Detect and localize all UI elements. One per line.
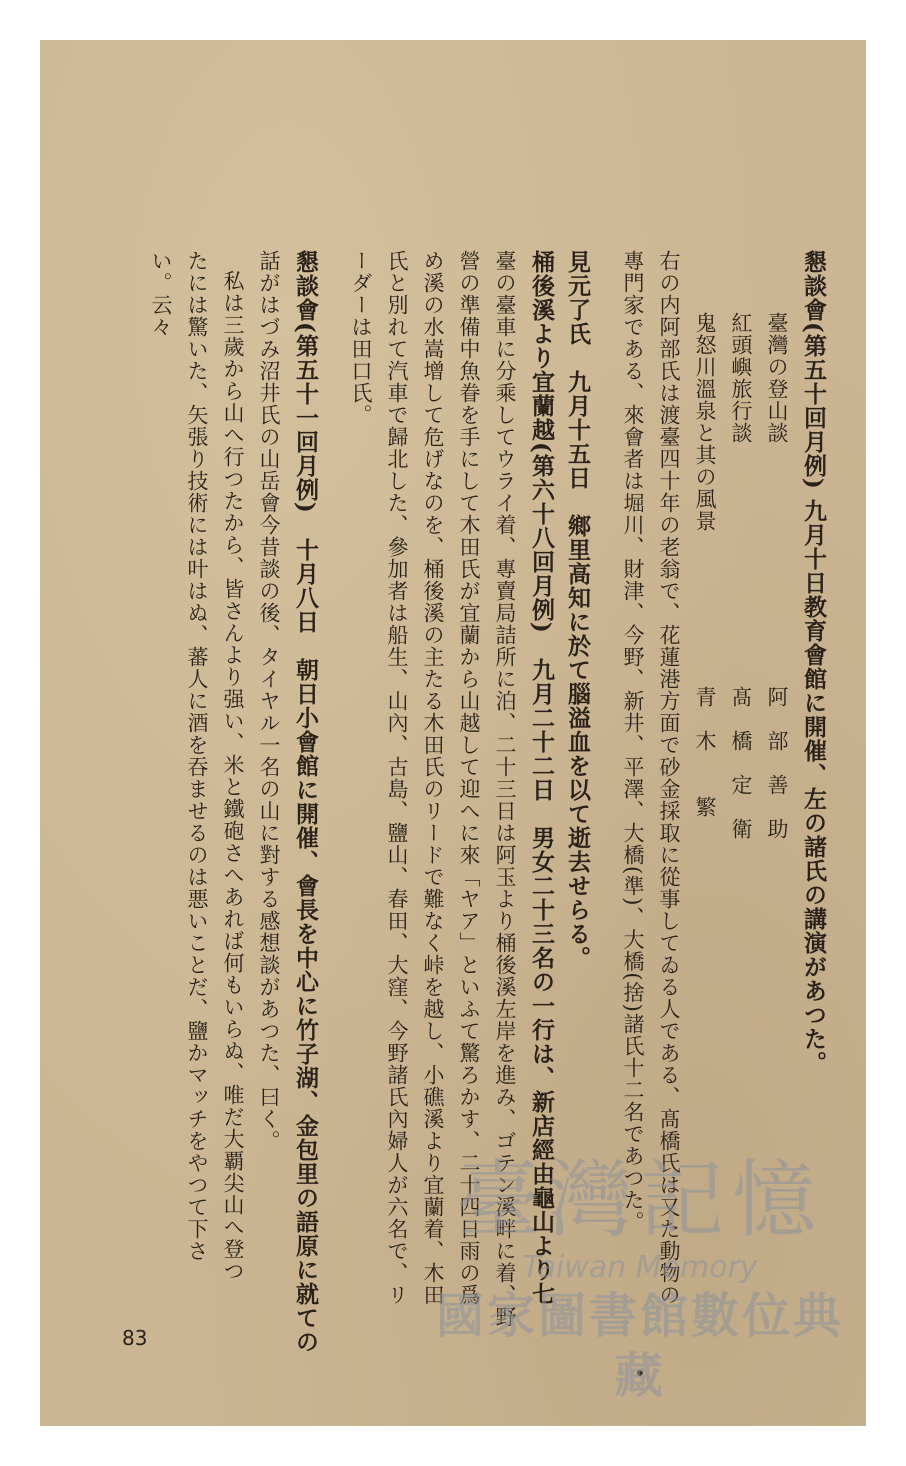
column-gap xyxy=(324,250,342,1380)
column-9: 臺の臺車に分乘してウライ着、專賣局詰所に泊、二十三日は阿玉より桶後溪左岸を進み、ゴテン溪畔に着、野 xyxy=(493,250,517,1328)
column-7: 見元了氏 九月十五日 鄉里高知に於て腦溢血を以て逝去せらる。 xyxy=(564,250,591,970)
page-number: 83 xyxy=(122,1326,148,1350)
column-8: 桶後溪より宜蘭越(第六十八回月例) 九月二十二日 男女二十三名の一行は、新店經由龜山より七 xyxy=(528,250,555,1306)
column-1: 懇談會(第五十回月例) 九月十日教育會館に開催、左の諸氏の講演があつた。 xyxy=(800,250,827,1075)
column-14: 懇談會(第五十一回月例) 十月八日 朝日小會館に開催、會長を中心に竹子湖、金包里の語原に就ての xyxy=(292,250,319,1354)
column-18: い。云々 xyxy=(149,250,173,338)
column-17: たには驚いた、矢張り技術には叶はぬ、蕃人に酒を吞ませるのは悪いことだ、鹽かマッチをやつて下さ xyxy=(185,250,209,1262)
column-5: 右の内阿部氏は渡臺四十年の老翁で、花蓮港方面で砂金採取に從事してゐる人である、髙橋氏は又た動物の xyxy=(657,250,681,1306)
watermark-english: Taiwan Memory xyxy=(522,1250,758,1285)
watermark-main: 臺灣記憶 xyxy=(455,1151,824,1249)
watermark-sub: 國家圖書館數位典藏 xyxy=(435,1288,844,1404)
watermark xyxy=(420,1150,860,1410)
column-4: 鬼怒川溫泉と其の風景 青 木 繁 xyxy=(693,312,717,818)
column-10: 營の準備中魚眷を手にして木田氏が宜蘭から山越して迎へに來「ヤア」といふて驚ろかす、二十四日雨の爲 xyxy=(457,250,481,1306)
column-13: ーダーは田口氏。 xyxy=(349,250,373,426)
column-11: め溪の水嵩增して危げなのを、桶後溪の主たる木田氏のリードで難なく峠を越し、小礁溪より宜蘭着、木田 xyxy=(421,250,445,1306)
column-12: 氏と別れて汽車で歸北した、參加者は船生、山內、古島、鹽山、春田、大窪、今野諸氏內婦人が六名で、リ xyxy=(385,250,409,1306)
column-6: 專門家である、來會者は堀川、財津、今野、新井、平澤、大橋(準)、大橋(捨)諸氏十二名であつた。 xyxy=(621,250,645,1233)
book-page xyxy=(40,40,866,1426)
column-2: 臺灣の登山談 阿 部 善 助 xyxy=(765,312,789,840)
column-16: 私は三歲から山へ行つたから、皆さんより强い、米と鐵砲さへあれば何もいらぬ、唯だ大覇尖山へ登つ xyxy=(221,270,245,1282)
column-3: 紅頭嶼旅行談 髙 橋 定 衛 xyxy=(729,312,753,840)
column-15: 話がはづみ沼井氏の山岳會今昔談の後、タイヤル一名の山に對する感想談があつた、曰く。 xyxy=(257,250,281,1152)
